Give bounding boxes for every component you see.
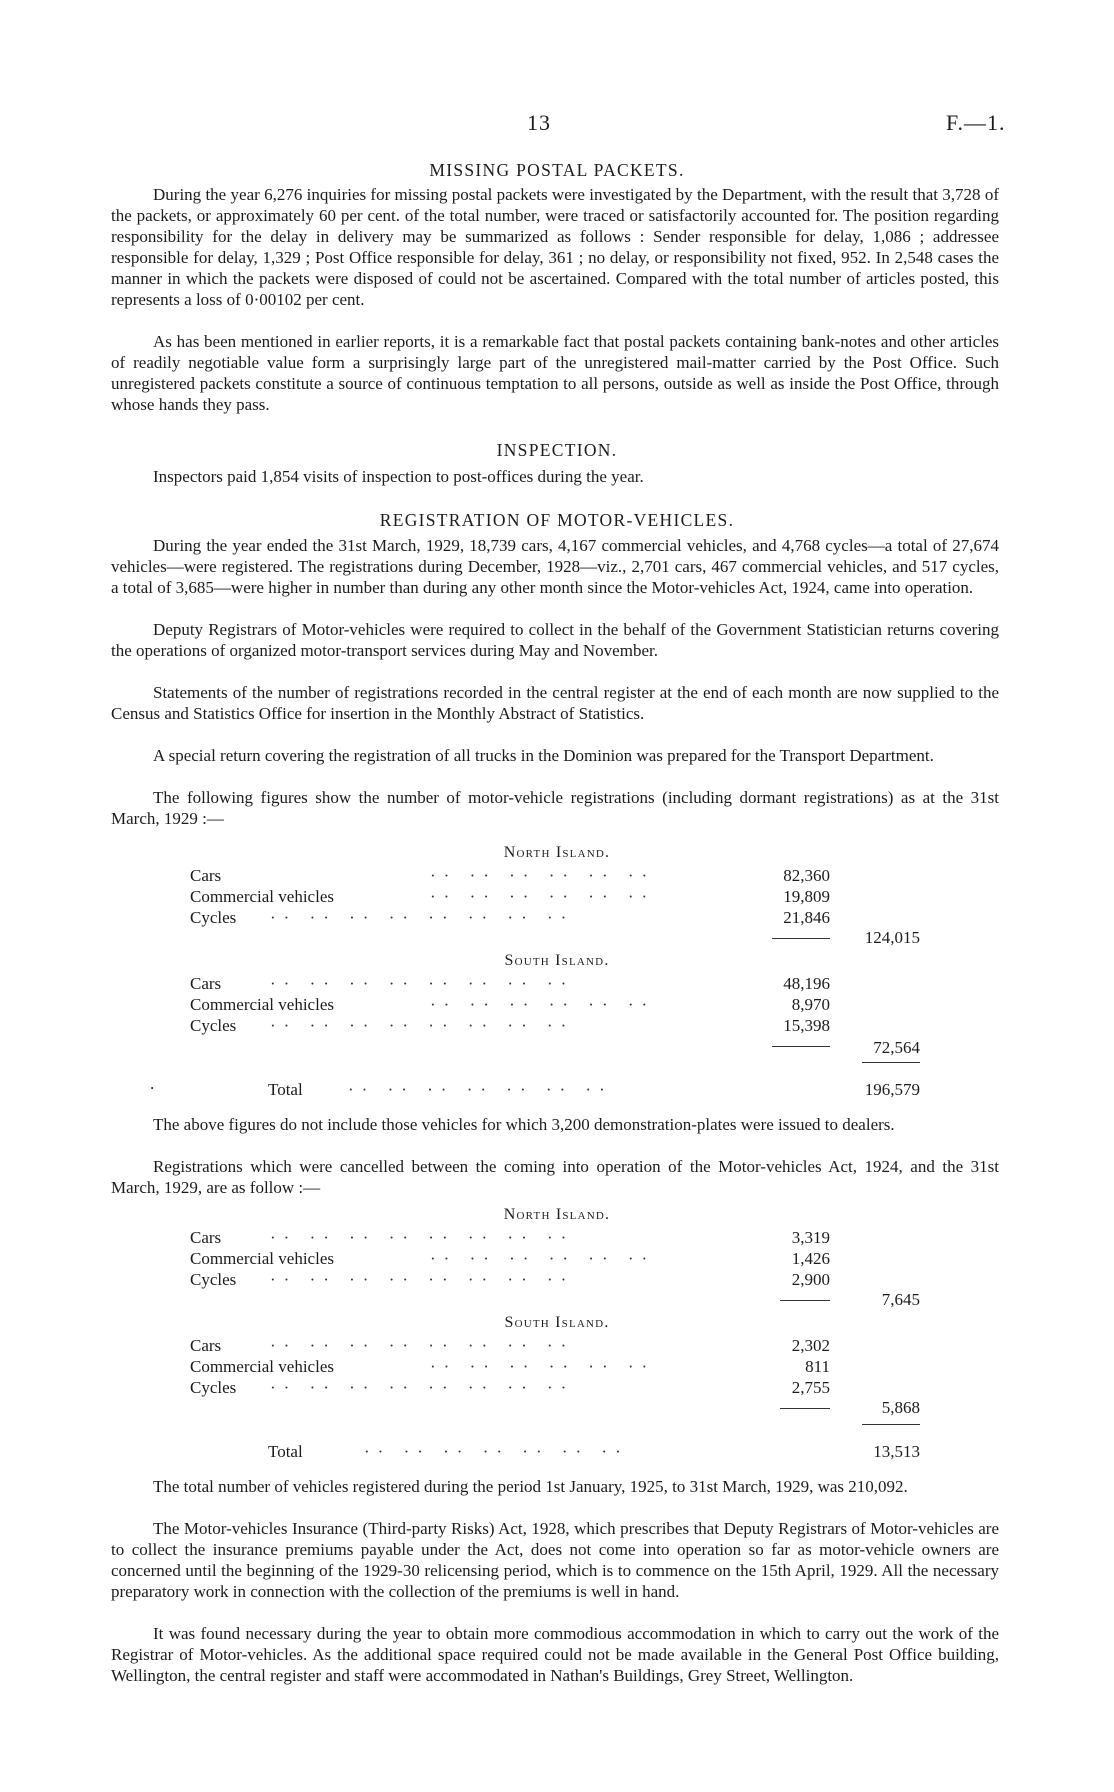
paragraph-missing-2: As has been mentioned in earlier reports, it is a remarkable fact that postal packets containing bank-notes and other articles of readily negotiable value form a surprisingly large part of the unregistered mail-matter carried by the Post Office. Such unregistered packets constitute a source of continuous temptation to all persons, outside as well as inside the Post Office, through whose hands they pass. [111, 332, 999, 414]
dot-leaders: ·· ·· ·· ·· ·· ·· [430, 995, 656, 1014]
page-number: 13 [527, 110, 551, 135]
total-label: Total [268, 1442, 303, 1461]
dot-leaders: ·· ·· ·· ·· ·· ·· [430, 1249, 656, 1268]
row-label: Commercial vehicles [190, 887, 334, 906]
section-heading-inspection: INSPECTION. [496, 440, 618, 460]
paragraph-registration-8: The total number of vehicles registered during the period 1st January, 1925, to 31st March, 1929, was 210,092. [153, 1477, 908, 1496]
dot-leaders: ·· ·· ·· ·· ·· ·· ·· ·· [270, 974, 575, 993]
dot-leaders: ·· ·· ·· ·· ·· ·· [430, 887, 656, 906]
dot-leaders: ·· ·· ·· ·· ·· ·· ·· [348, 1080, 613, 1099]
paragraph-inspection-1: Inspectors paid 1,854 visits of inspection to post-offices during the year. [153, 467, 644, 486]
table-total-row [268, 1442, 920, 1463]
total-rule [862, 1062, 920, 1063]
table-row [190, 908, 830, 929]
paragraph-registration-6: The above figures do not include those vehicles for which 3,200 demonstration-plates were issued to dealers. [153, 1115, 895, 1134]
paragraph-missing-1: During the year 6,276 inquiries for missing postal packets were investigated by the Department, with the result that 3,728 of the packets, or approximately 60 per cent. of the total number, were traced or satisfactorily accounted for. The position regarding responsibility for the delay in delivery may be summarized as follows : Sender responsible for delay, 1,086 ; addressee responsible for delay, 1,329 ; Post Office responsible for delay, 361 ; no delay, or responsibility not fixed, 952. In 2,548 cases the manner in which the packets were disposed of could not be ascertained. Compared with the total number of articles posted, this represents a loss of 0·00102 per cent. [111, 185, 999, 309]
table-row [190, 1016, 830, 1037]
paragraph-registration-1: During the year ended the 31st March, 1929, 18,739 cars, 4,167 commercial vehicles, and 4,768 cycles—a total of 27,674 vehicles—were registered. The registrations during December, 1928—viz., 2,701 cars, 467 commercial vehicles, and 517 cycles, a total of 3,685—were higher in number than during any other month since the Motor-vehicles Act, 1924, came into operation. [111, 536, 999, 597]
row-label: Cars [190, 866, 222, 885]
row-label: Cars [190, 1336, 222, 1355]
paragraph-registration-2: Deputy Registrars of Motor-vehicles were required to collect in the behalf of the Government Statistician returns covering the operations of organized motor-transport services during May and November. [111, 620, 999, 660]
table-row [190, 995, 830, 1016]
row-label: Cycles [190, 908, 237, 927]
grand-total: 196,579 [864, 1080, 920, 1099]
table-row [190, 974, 830, 995]
page-reference: F.—1. [946, 110, 1006, 135]
row-label: Commercial vehicles [190, 995, 334, 1014]
row-value: 2,900 [791, 1270, 830, 1289]
table-row [190, 1249, 830, 1270]
row-value: 1,426 [791, 1249, 830, 1268]
row-label: Commercial vehicles [190, 1357, 334, 1376]
row-label: Cycles [190, 1016, 237, 1035]
row-value: 3,319 [791, 1228, 830, 1247]
section-heading-registration: REGISTRATION OF MOTOR-VEHICLES. [379, 510, 735, 530]
paragraph-registration-4: A special return covering the registration of all trucks in the Dominion was prepared for the Transport Department. [153, 746, 934, 765]
dot-leaders: ·· ·· ·· ·· ·· ·· ·· ·· [270, 1270, 575, 1289]
table-row [190, 1336, 830, 1357]
row-label: Cycles [190, 1270, 237, 1289]
row-value: 15,398 [783, 1016, 830, 1035]
row-value: 21,846 [783, 908, 830, 927]
row-value: 48,196 [783, 974, 830, 993]
south-island-subtotal: 72,564 [873, 1038, 920, 1057]
table-row [190, 887, 830, 908]
dot-leaders: ·· ·· ·· ·· ·· ·· ·· ·· [270, 1336, 575, 1355]
section-heading-missing-packets: MISSING POSTAL PACKETS. [429, 160, 685, 180]
row-label: Cars [190, 1228, 222, 1247]
row-value: 82,360 [783, 866, 830, 885]
row-value: 811 [805, 1357, 830, 1376]
paragraph-registration-10: It was found necessary during the year to obtain more commodious accommodation in which to carry out the work of the Registrar of Motor-vehicles. As the additional space required could not be made available in the General Post Office building, Wellington, the central register and staff were accommodated in Nathan's Buildings, Grey Street, Wellington. [111, 1624, 999, 1685]
south-island-subtotal: 5,868 [881, 1398, 920, 1417]
total-label: Total [268, 1080, 303, 1099]
row-value: 2,755 [791, 1378, 830, 1397]
table-heading-south-island: South Island. [504, 1314, 610, 1331]
north-island-subtotal: 7,645 [881, 1290, 920, 1309]
row-label: Cycles [190, 1378, 237, 1397]
paragraph-registration-9: The Motor-vehicles Insurance (Third-party Risks) Act, 1928, which prescribes that Deputy Registrars of Motor-vehicles are to collect the insurance premiums payable under the Act, does not come into operation so far as motor-vehicle owners are concerned until the beginning of the 1929-30 relicensing period, which is to commence on the 15th April, 1929. All the necessary preparatory work in connection with the collection of the premiums is well in hand. [111, 1519, 999, 1601]
row-label: Commercial vehicles [190, 1249, 334, 1268]
table-heading-north-island: North Island. [503, 1206, 611, 1223]
row-value: 8,970 [791, 995, 830, 1014]
grand-total: 13,513 [873, 1442, 920, 1461]
dot-leaders: ·· ·· ·· ·· ·· ·· [430, 1357, 656, 1376]
paragraph-registration-7: Registrations which were cancelled between the coming into operation of the Motor-vehicles Act, 1924, and the 31st March, 1929, are as follow :— [111, 1157, 999, 1197]
north-island-subtotal: 124,015 [864, 928, 920, 947]
table-row [190, 866, 830, 887]
table-row [190, 1270, 830, 1291]
dot-leaders: ·· ·· ·· ·· ·· ·· ·· ·· [270, 908, 575, 927]
dot-leaders: ·· ·· ·· ·· ·· ·· ·· ·· [270, 1016, 575, 1035]
table-row [190, 1378, 830, 1399]
dot-leaders: ·· ·· ·· ·· ·· ·· ·· ·· [270, 1378, 575, 1397]
table-row [190, 1228, 830, 1249]
table-heading-north-island: North Island. [503, 844, 611, 861]
margin-mark: . [150, 1074, 155, 1093]
table-row [190, 1357, 830, 1378]
table-total-row [268, 1080, 920, 1101]
dot-leaders: ·· ·· ·· ·· ·· ·· ·· ·· [270, 1228, 575, 1247]
total-rule [862, 1424, 920, 1425]
row-label: Cars [190, 974, 222, 993]
dot-leaders: ·· ·· ·· ·· ·· ·· [430, 866, 656, 885]
dot-leaders: ·· ·· ·· ·· ·· ·· ·· [364, 1442, 629, 1461]
paragraph-registration-5: The following figures show the number of motor-vehicle registrations (including dormant registrations) as at the 31st March, 1929 :— [111, 788, 999, 828]
table-heading-south-island: South Island. [504, 952, 610, 969]
row-value: 19,809 [783, 887, 830, 906]
row-value: 2,302 [791, 1336, 830, 1355]
paragraph-registration-3: Statements of the number of registrations recorded in the central register at the end of each month are now supplied to the Census and Statistics Office for insertion in the Monthly Abstract of Statistics. [111, 683, 999, 723]
